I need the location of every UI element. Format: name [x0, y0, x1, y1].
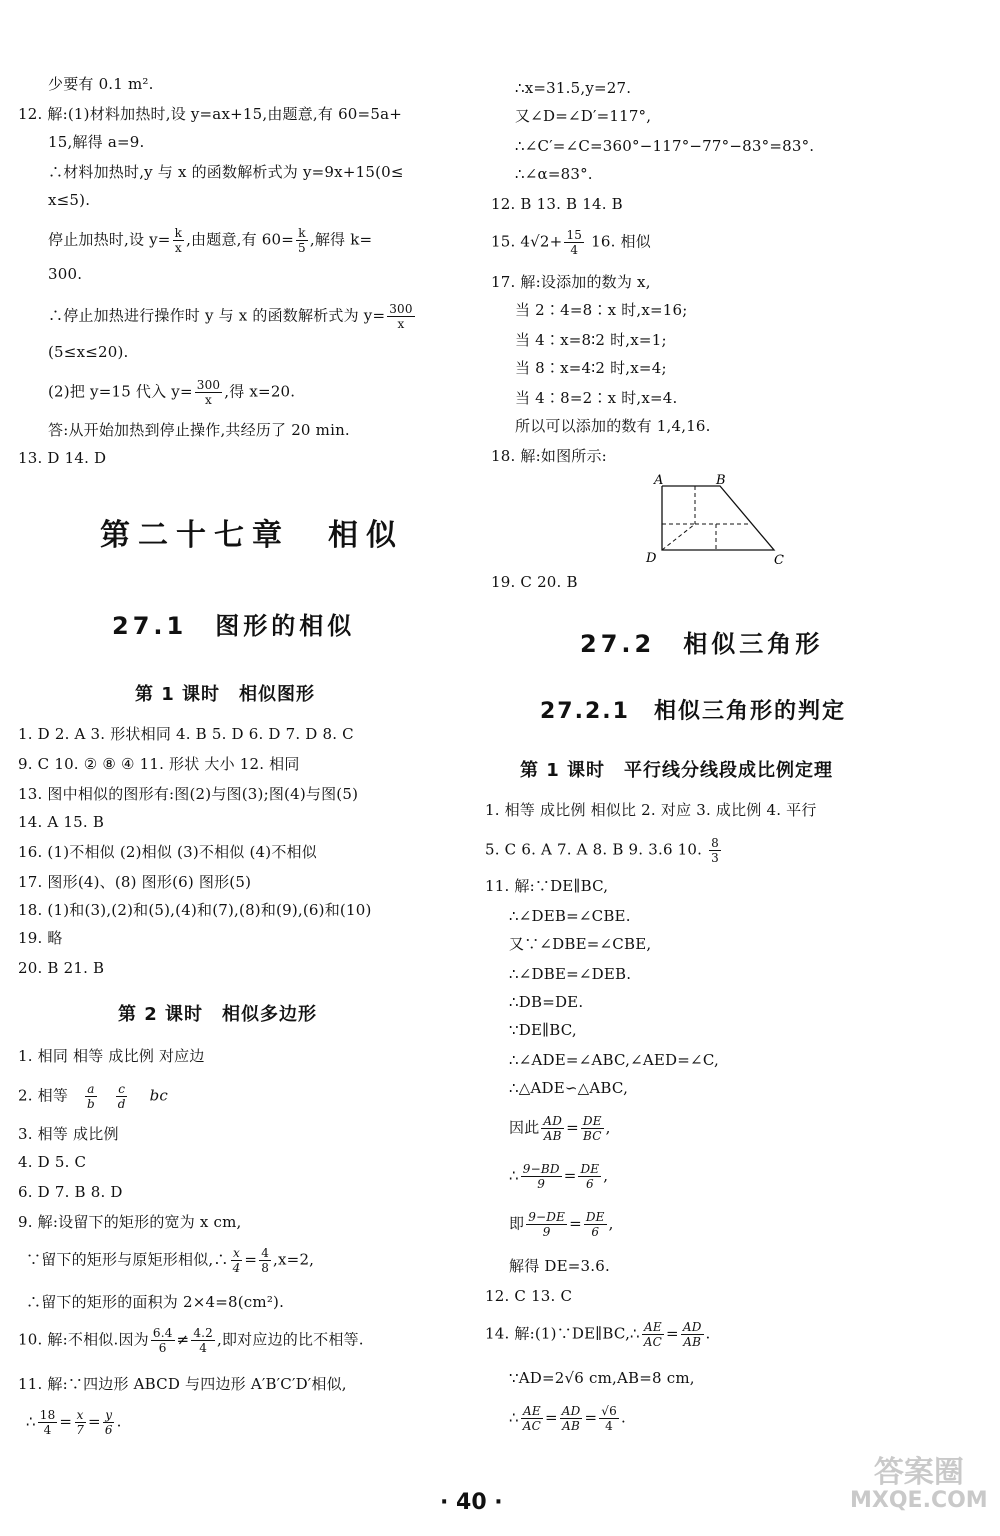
fraction: $\frac{c}{d}$	[117, 1082, 126, 1111]
fraction: $\frac{300}{x}$	[196, 378, 221, 407]
text-line: 13. 图中相似的图形有:图(2)与图(3);图(4)与图(5)	[18, 785, 359, 803]
text-line: 18. (1)和(3),(2)和(5),(4)和(7),(8)和(9),(6)和(10)	[18, 901, 372, 919]
text-line: 12. B 13. B 14. B	[491, 195, 623, 213]
text-line: ∴材料加热时,y 与 x 的函数解析式为 y=9x+15(0≤	[48, 163, 404, 181]
text-line-with-fraction: 2. 相等 $\frac{a}{b}$ $\frac{c}{d}$ bc	[18, 1082, 168, 1111]
lesson-title: 第 1 课时 相似图形	[135, 684, 316, 705]
text-line-with-fraction: ∴停止加热进行操作时 y 与 x 的函数解析式为 y= $\frac{300}{x}$	[48, 302, 413, 331]
text-line: ∴∠DEB=∠CBE.	[509, 907, 631, 925]
fraction: $\frac{18}{4}$	[39, 1408, 56, 1437]
text-line: ∵DE∥BC,	[509, 1021, 577, 1039]
fraction: $\frac{AD}{AB}$	[543, 1114, 563, 1143]
fraction: $\frac{DE}{6}$	[580, 1162, 600, 1191]
fraction: $\frac{k}{5}$	[298, 226, 306, 255]
text-line-with-fraction: ∴ $\frac{9-BD}{9}$ = $\frac{DE}{6}$ ,	[509, 1162, 609, 1191]
trapezoid-figure	[640, 472, 790, 568]
text-line: 17. 图形(4)、(8) 图形(6) 图形(5)	[18, 873, 252, 891]
text-line: 12. 解:(1)材料加热时,设 y=ax+15,由题意,有 60=5a+	[18, 105, 402, 123]
text-line: ∴∠DBE=∠DEB.	[509, 965, 632, 983]
text-line: 1. 相等 成比例 相似比 2. 对应 3. 成比例 4. 平行	[485, 801, 817, 819]
text-line: 1. D 2. A 3. 形状相同 4. B 5. D 6. D 7. D 8. C	[18, 725, 354, 743]
fraction: $\frac{8}{3}$	[711, 836, 719, 865]
fraction: $\frac{9-DE}{9}$	[528, 1210, 566, 1239]
fraction: $\frac{4.2}{4}$	[193, 1326, 214, 1355]
text-line: ∴DB=DE.	[509, 993, 584, 1011]
text-line: 9. 解:设留下的矩形的宽为 x cm,	[18, 1213, 242, 1231]
text-line: 4. D 5. C	[18, 1153, 87, 1171]
text-line: ∴∠α=83°.	[515, 165, 593, 183]
fraction: $\frac{DE}{BC}$	[582, 1114, 602, 1143]
fraction: $\frac{4}{8}$	[261, 1246, 270, 1275]
text-line: 20. B 21. B	[18, 959, 105, 977]
text-line-with-fraction: (2)把 y=15 代入 y= $\frac{300}{x}$ ,得 x=20.	[48, 378, 296, 407]
subsection-title: 27.2.1 相似三角形的判定	[540, 699, 846, 724]
text-line: ∴∠ADE=∠ABC,∠AED=∠C,	[509, 1051, 719, 1069]
text-line-with-fraction: 即 $\frac{9-DE}{9}$ = $\frac{DE}{6}$ ,	[509, 1210, 614, 1239]
text-line: 11. 解:∵DE∥BC,	[485, 877, 609, 895]
text-line: 又∠D=∠D′=117°,	[515, 107, 652, 125]
text-line-with-fraction: 14. 解:(1)∵DE∥BC,∴ $\frac{AE}{AC}$ = $\frac{AD}{AB}$ .	[485, 1320, 711, 1349]
fraction: $\frac{DE}{6}$	[585, 1210, 605, 1239]
text-line: 所以可以添加的数有 1,4,16.	[515, 417, 711, 435]
text-line: 当 4∶8=2∶x 时,x=4.	[515, 389, 678, 407]
text-line: 当 4∶x=8∶2 时,x=1;	[515, 331, 667, 349]
text-line: 1. 相同 相等 成比例 对应边	[18, 1047, 205, 1065]
page-number: · 40 ·	[440, 1490, 503, 1515]
text-line-with-fraction: 停止加热时,设 y= $\frac{k}{x}$ ,由题意,有 60= $\frac{k}{5}$ ,解得 k=	[48, 226, 373, 255]
text-line: (5≤x≤20).	[48, 343, 129, 361]
fraction: $\frac{9-BD}{9}$	[522, 1162, 560, 1191]
text-line: ∴∠C′=∠C=360°−117°−77°−83°=83°.	[515, 137, 815, 155]
fraction: $\frac{300}{x}$	[389, 302, 413, 331]
vertex-label-b: B	[716, 473, 726, 488]
vertex-label-c: C	[774, 553, 784, 568]
text-line: 3. 相等 成比例	[18, 1125, 119, 1143]
text-line: ∴留下的矩形的面积为 2×4=8(cm²).	[26, 1293, 285, 1311]
text-line: 9. C 10. ② ⑧ ④ 11. 形状 大小 12. 相同	[18, 755, 300, 773]
fraction: $\frac{AE}{AC}$	[522, 1404, 541, 1433]
section-title: 27.1 图形的相似	[112, 612, 356, 640]
text-line: 17. 解:设添加的数为 x,	[491, 273, 651, 291]
lesson-title: 第 1 课时 平行线分线段成比例定理	[520, 760, 834, 781]
text-line-with-fraction: 5. C 6. A 7. A 8. B 9. 3.6 10. $\frac{8}{3}$	[485, 836, 719, 865]
text-line: ∴x=31.5,y=27.	[515, 79, 632, 97]
vertex-label-a: A	[654, 473, 664, 488]
text-line-with-fraction: ∵留下的矩形与原矩形相似,∴ $\frac{x}{4}$ = $\frac{4}{8}$ ,x=2,	[26, 1246, 315, 1275]
fraction: $\frac{√6}{4}$	[601, 1404, 617, 1433]
text-line: 19. C 20. B	[491, 573, 578, 591]
text-line: 12. C 13. C	[485, 1287, 573, 1305]
fraction: $\frac{a}{b}$	[87, 1082, 95, 1111]
text-line: 6. D 7. B 8. D	[18, 1183, 123, 1201]
text-line: ∴△ADE∽△ABC,	[509, 1079, 629, 1097]
chapter-title: 第二十七章 相似	[100, 518, 404, 553]
text-line: 19. 略	[18, 929, 63, 947]
text-line-with-fraction: 10. 解:不相似.因为 $\frac{6.4}{6}$ ≠ $\frac{4.2}{4}$ ,即对应边的比不相等.	[18, 1326, 364, 1355]
text-line: 13. D 14. D	[18, 449, 107, 467]
text-line: 16. (1)不相似 (2)相似 (3)不相似 (4)不相似	[18, 843, 317, 861]
section-title: 27.2 相似三角形	[580, 630, 824, 658]
text-line: 14. A 15. B	[18, 813, 105, 831]
watermark-logo: 答案圈 MXQE.COM	[850, 1455, 988, 1513]
text-line: x≤5).	[48, 191, 91, 209]
vertex-label-d: D	[646, 551, 657, 566]
text-line: 11. 解:∵四边形 ABCD 与四边形 A′B′C′D′相似,	[18, 1375, 347, 1393]
text-line: ∵AD=2√6 cm,AB=8 cm,	[509, 1369, 695, 1387]
text-line-with-fraction: 15. 4√2+ $\frac{15}{4}$ 16. 相似	[491, 228, 651, 257]
fraction: $\frac{x}{7}$	[76, 1408, 85, 1437]
text-line: 解得 DE=3.6.	[509, 1257, 610, 1275]
fraction: $\frac{6.4}{6}$	[152, 1326, 173, 1355]
fraction: $\frac{15}{4}$	[566, 228, 583, 257]
fraction: $\frac{k}{x}$	[174, 226, 183, 255]
lesson-title: 第 2 课时 相似多边形	[118, 1004, 318, 1025]
text-line: 当 2∶4=8∶x 时,x=16;	[515, 301, 688, 319]
text-line: 又∵∠DBE=∠CBE,	[509, 935, 652, 953]
text-line: 15,解得 a=9.	[48, 133, 145, 151]
text-line-with-fraction: ∴ $\frac{18}{4}$ = $\frac{x}{7}$ = $\frac{y}{6}$ .	[26, 1408, 122, 1437]
text-line: 当 8∶x=4∶2 时,x=4;	[515, 359, 667, 377]
text-line-with-fraction: 因此 $\frac{AD}{AB}$ = $\frac{DE}{BC}$ ,	[509, 1114, 611, 1143]
fraction: $\frac{AE}{AC}$	[643, 1320, 663, 1349]
fraction: $\frac{AD}{AB}$	[682, 1320, 702, 1349]
fraction: $\frac{x}{4}$	[232, 1246, 241, 1275]
text-line: 少要有 0.1 m².	[48, 75, 154, 93]
fraction: $\frac{AD}{AB}$	[561, 1404, 581, 1433]
text-line: 300.	[48, 265, 83, 283]
text-line: 答:从开始加热到停止操作,共经历了 20 min.	[48, 421, 350, 439]
text-line-with-fraction: ∴ $\frac{AE}{AC}$ = $\frac{AD}{AB}$ = $\frac{√6}{4}$ .	[509, 1404, 626, 1433]
fraction: $\frac{y}{6}$	[104, 1408, 113, 1437]
text-line: 18. 解:如图所示:	[491, 447, 607, 465]
